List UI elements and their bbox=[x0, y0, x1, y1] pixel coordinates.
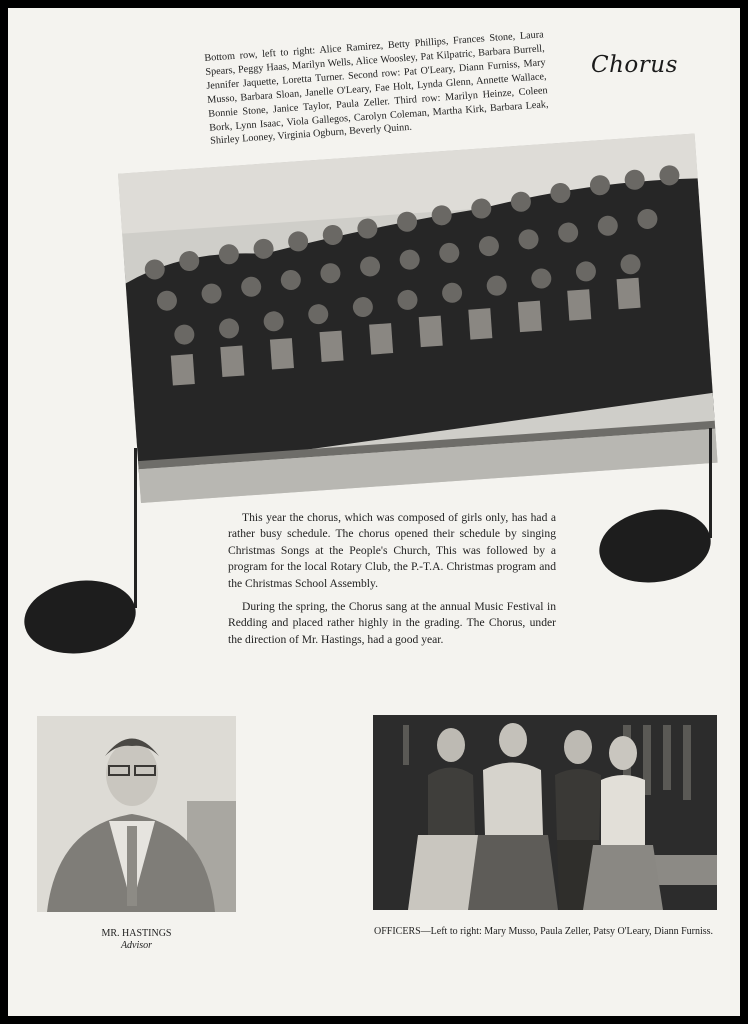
page-title: Chorus bbox=[591, 52, 678, 78]
officers-photo bbox=[373, 715, 717, 910]
officers-group-illustration bbox=[373, 715, 717, 910]
yearbook-page bbox=[8, 8, 740, 1016]
advisor-caption bbox=[37, 928, 236, 952]
advisor-portrait bbox=[37, 716, 236, 912]
note-stem-left bbox=[134, 448, 137, 608]
advisor-photo bbox=[37, 716, 236, 912]
note-head-right bbox=[595, 503, 716, 590]
note-head-left bbox=[20, 574, 141, 661]
article-paragraph: During the spring, the Chorus sang at the annual Music Festival in Redding and placed rather highly in the grading. The Chorus, under the direction of Mr. Hastings, had a good year. bbox=[228, 600, 556, 646]
note-stem-right bbox=[709, 428, 712, 538]
chorus-group-illustration bbox=[118, 133, 718, 503]
chorus-photo-caption: Bottom row, left to right: Alice Ramirez, Betty Phillips, Frances Stone, Laura Spears, Peggy Haas, Marilyn Wells, Alice Woosley, Pat Kilpatric, Barbara Burrell, Jennifer Jaquette, Loretta Turner. Second row: Pat O'Leary, Diann Furniss, Mary Musso, Barbara Sloan, Janelle O'Leary, Fae Holt, Lynda Glenn, Annette Wallace, Bonnie Stone, Janice Taylor, Paula Zeller. Third row: Marilyn Heinze, Coleen Bork, Lynn Isaac, Viola Gallegos, Carolyn Coleman, Martha Kirk, Barbara Leak, Shirley Looney, Virginia Ogburn, Beverly Quinn. bbox=[204, 29, 549, 148]
chorus-article bbox=[228, 510, 556, 655]
officers-caption: OFFICERS—Left to right: Mary Musso, Paula Zeller, Patsy O'Leary, Diann Furniss. bbox=[374, 926, 714, 937]
article-paragraph: This year the chorus, which was composed of girls only, has had a rather busy schedule. The chorus opened their schedule by singing Christmas Songs at the People's Church, This was followed by a program for the local Rotary Club, the P.-T.A. Christmas program and the Christmas School Assembly. bbox=[228, 511, 556, 590]
chorus-group-photo bbox=[118, 133, 718, 503]
advisor-name: MR. HASTINGS bbox=[101, 928, 172, 939]
advisor-role: Advisor bbox=[120, 940, 153, 951]
